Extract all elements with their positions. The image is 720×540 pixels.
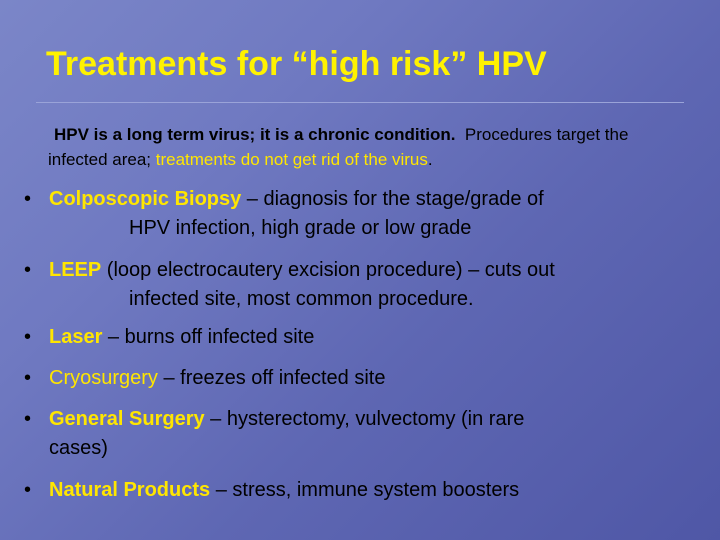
list-item-term: Laser <box>49 326 103 348</box>
list-item-description: – stress, immune system boosters <box>210 479 520 501</box>
list-item-text <box>49 256 684 314</box>
list-item-continuation: infected site, most common procedure. <box>129 288 474 310</box>
list-item-cryosurgery <box>24 364 684 393</box>
bullet: • <box>24 367 32 389</box>
list-item-description: – diagnosis for the stage/grade of <box>241 188 544 210</box>
list-item-term: LEEP <box>49 259 102 281</box>
list-item-description: – hysterectomy, vulvectomy (in rare <box>204 408 525 430</box>
intro-lead: HPV is a long term virus; it is a chronic condition. <box>54 125 456 144</box>
list-item-description: – burns off infected site <box>102 326 315 348</box>
bullet: • <box>24 259 32 281</box>
list-item-text <box>49 323 684 352</box>
bullet: • <box>24 408 32 430</box>
list-item-continuation: HPV infection, high grade or low grade <box>129 217 472 239</box>
list-item-term: Natural Products <box>49 479 211 501</box>
slide-title: Treatments for “high risk” HPV <box>46 45 547 83</box>
list-item-term: General Surgery <box>49 408 205 430</box>
bullet: • <box>24 188 32 210</box>
list-item-laser <box>24 323 684 352</box>
bullet: • <box>24 479 32 501</box>
list-item-general-surgery <box>24 405 684 463</box>
intro-paragraph <box>48 122 688 172</box>
title-divider <box>36 102 684 103</box>
bullet: • <box>24 326 32 348</box>
list-item-term: Colposcopic Biopsy <box>49 188 242 210</box>
list-item-natural-products <box>24 476 684 505</box>
list-item-colposcopic-biopsy <box>24 185 684 243</box>
intro-end: . <box>427 150 433 169</box>
list-item-text <box>49 405 684 463</box>
list-item-text <box>49 476 684 505</box>
list-item-text <box>49 185 684 243</box>
intro-body: Procedures target the infected area; <box>48 125 629 169</box>
list-item-description: – freezes off infected site <box>157 367 386 389</box>
list-item-description: (loop electrocautery excision procedure) – cuts out <box>101 259 555 281</box>
intro-highlight: treatments do not get rid of the virus <box>155 150 428 169</box>
list-item-leep <box>24 256 684 314</box>
list-item-term: Cryosurgery <box>49 367 158 389</box>
list-item-continuation: cases) <box>49 437 108 459</box>
list-item-text <box>49 364 684 393</box>
